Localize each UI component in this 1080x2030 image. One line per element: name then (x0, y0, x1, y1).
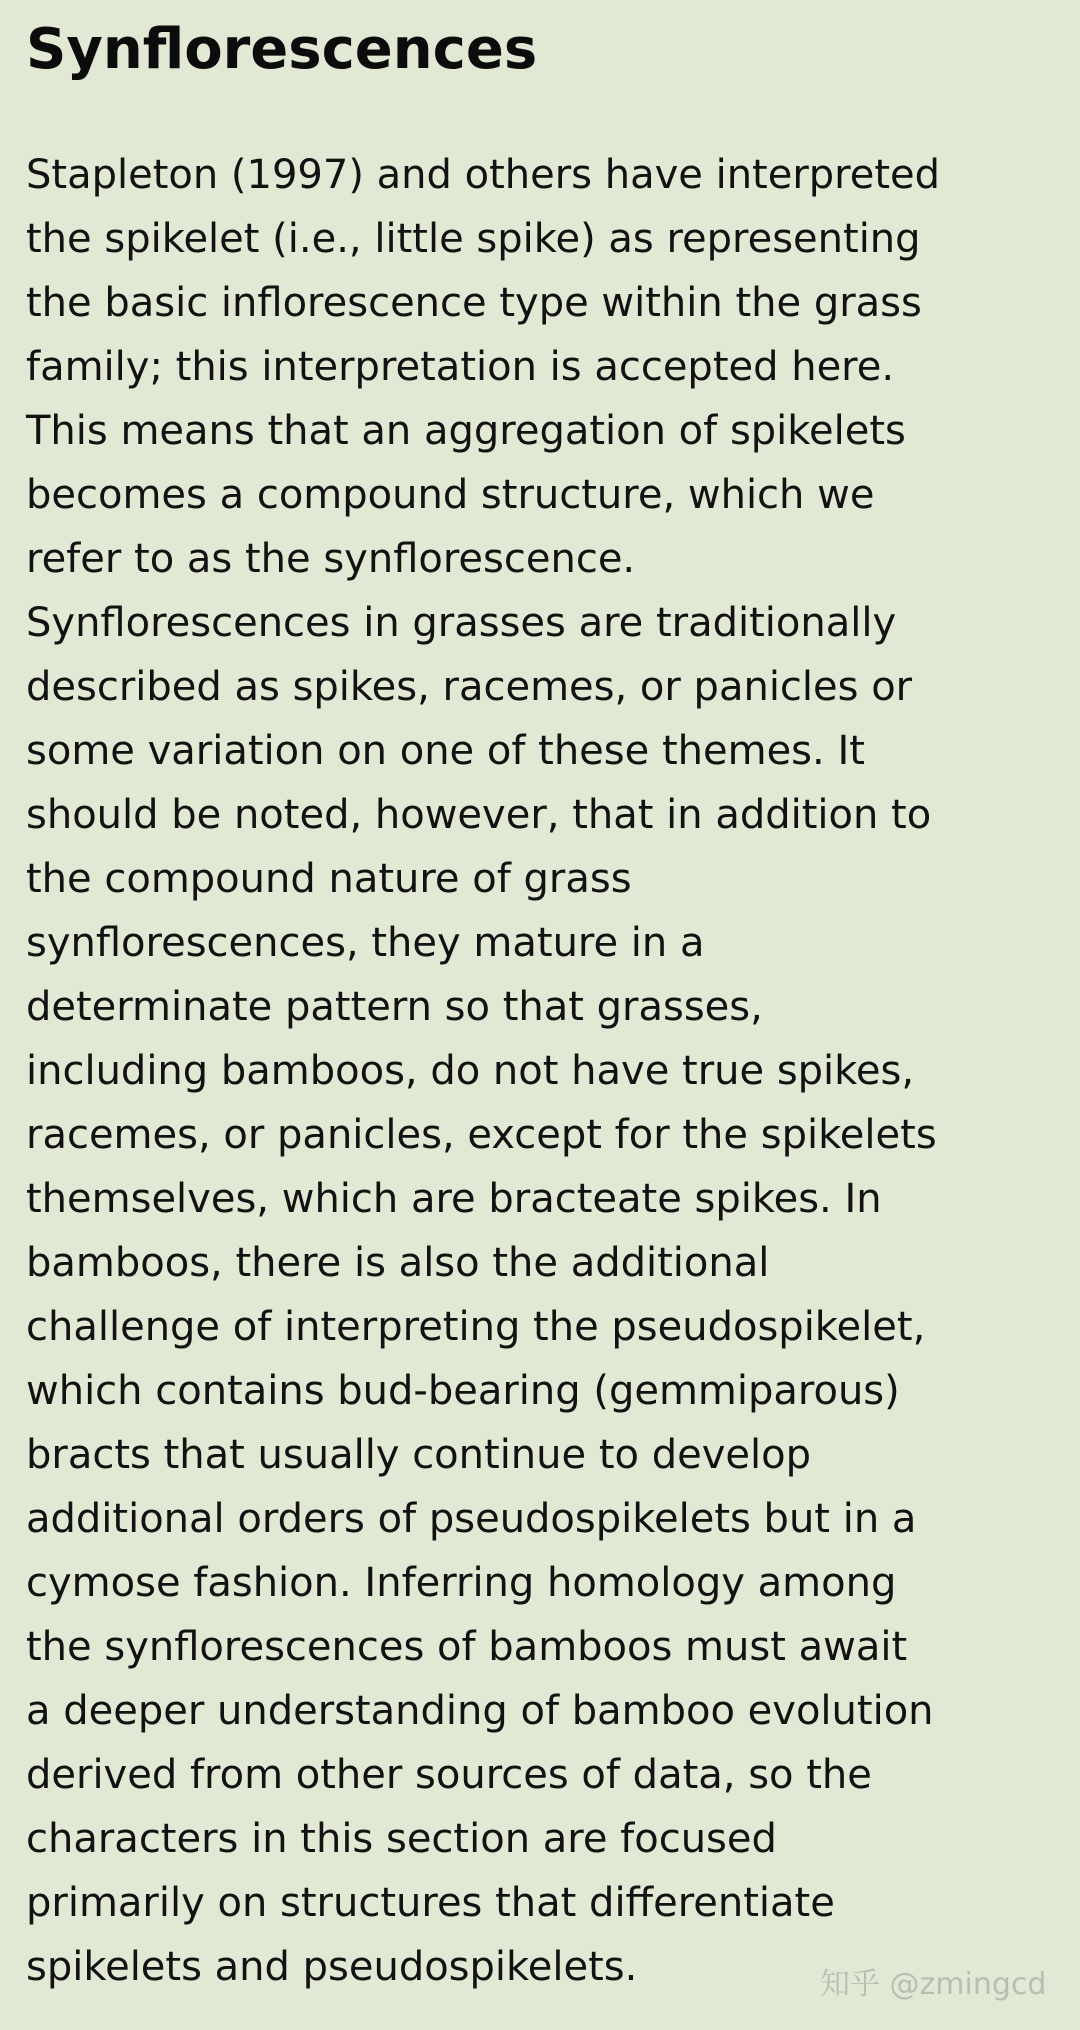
paragraph-line: themselves, which are bracteate spikes. In (26, 1176, 882, 1222)
paragraph-line: This means that an aggregation of spikelets (26, 408, 906, 454)
paragraph-line: Synflorescences in grasses are traditionally (26, 600, 897, 646)
paragraph-line: should be noted, however, that in addition to (26, 792, 932, 838)
paragraph-line: challenge of interpreting the pseudospikelet, (26, 1304, 926, 1350)
paragraph-line: bracts that usually continue to develop (26, 1432, 811, 1478)
paragraph-line: spikelets and pseudospikelets. (26, 1944, 638, 1990)
paragraph-line: determinate pattern so that grasses, (26, 984, 763, 1030)
section-title: Synflorescences (26, 17, 538, 82)
body-paragraph (26, 143, 1066, 1999)
paragraph-line: which contains bud-bearing (gemmiparous) (26, 1368, 900, 1414)
zhihu-watermark: 知乎 @zmingcd (820, 1967, 1047, 2002)
paragraph-line: characters in this section are focused (26, 1816, 777, 1862)
paragraph-line: Stapleton (1997) and others have interpreted (26, 152, 941, 198)
paragraph-line: synflorescences, they mature in a (26, 920, 705, 966)
paragraph-line: the basic inflorescence type within the grass (26, 280, 922, 326)
paragraph-line: becomes a compound structure, which we (26, 472, 875, 518)
paragraph-line: refer to as the synflorescence. (26, 536, 636, 582)
paragraph-line: some variation on one of these themes. It (26, 728, 865, 774)
paragraph-line: additional orders of pseudospikelets but in a (26, 1496, 917, 1542)
paragraph-line: the compound nature of grass (26, 856, 632, 902)
paragraph-line: bamboos, there is also the additional (26, 1240, 770, 1286)
paragraph-line: primarily on structures that differentiate (26, 1880, 835, 1926)
paragraph-line: described as spikes, racemes, or panicles or (26, 664, 913, 710)
paragraph-line: the spikelet (i.e., little spike) as representing (26, 216, 921, 262)
paragraph-line: a deeper understanding of bamboo evolution (26, 1688, 934, 1734)
paragraph-line: racemes, or panicles, except for the spikelets (26, 1112, 937, 1158)
paragraph-line: family; this interpretation is accepted here. (26, 344, 895, 390)
paragraph-line: derived from other sources of data, so the (26, 1752, 872, 1798)
paragraph-line: the synflorescences of bamboos must await (26, 1624, 908, 1670)
paragraph-line: cymose fashion. Inferring homology among (26, 1560, 897, 1606)
paragraph-line: including bamboos, do not have true spikes, (26, 1048, 915, 1094)
